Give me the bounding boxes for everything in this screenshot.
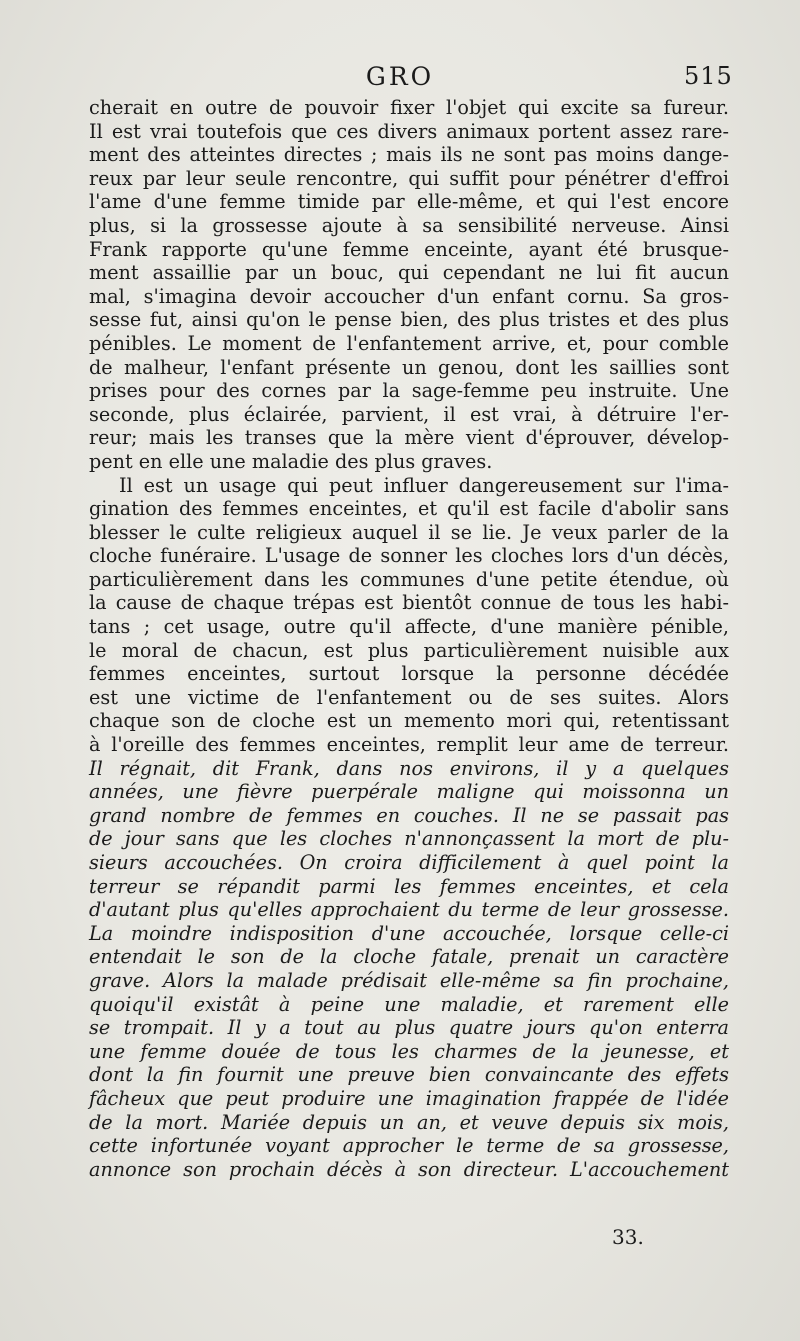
running-head: GRO xyxy=(365,62,435,91)
text-line: ment des atteintes directes ; mais ils ne sont pas moins dange- xyxy=(89,143,729,167)
quote-line: de la mort. Mariée depuis un an, et veuve depuis six mois, xyxy=(89,1110,729,1134)
text-line: seconde, plus éclairée, parvient, il est vrai, à détruire l'er- xyxy=(89,402,729,426)
quote-line: d'autant plus qu'elles approchaient du terme de leur grossesse. xyxy=(89,898,729,922)
signature-mark: 33. xyxy=(612,1225,644,1249)
text-line: mal, s'imagina devoir accoucher d'un enfant cornu. Sa gros- xyxy=(89,284,729,308)
quote-line: grave. Alors la malade prédisait elle-même sa fin prochaine, xyxy=(89,968,729,992)
page-body xyxy=(89,96,729,1181)
quote-line: se trompait. Il y a tout au plus quatre jours qu'on enterra xyxy=(89,1016,729,1040)
text-line: cherait en outre de pouvoir fixer l'objet qui excite sa fureur. xyxy=(89,96,729,119)
text-line: blesser le culte religieux auquel il se lie. Je veux parler de la xyxy=(89,520,729,544)
quote-line: dont la fin fournit une preuve bien convaincante des effets xyxy=(89,1063,729,1087)
text-line: reur; mais les transes que la mère vient d'éprouver, dévelop- xyxy=(89,426,729,450)
text-line: Il est vrai toutefois que ces divers animaux portent assez rare- xyxy=(89,119,729,143)
quote-line: annonce son prochain décès à son directeur. L'accouchement xyxy=(89,1157,729,1181)
quote-line: sieurs accouchées. On croira difficilement à quel point la xyxy=(89,851,729,874)
text-line: la cause de chaque trépas est bientôt connue de tous les habi- xyxy=(89,591,729,615)
quote-line: Il régnait, dit Frank, dans nos environs, il y a quelques xyxy=(89,756,729,780)
quote-line: de jour sans que les cloches n'annonçassent la mort de plu- xyxy=(89,827,729,851)
text-line: cloche funéraire. L'usage de sonner les cloches lors d'un décès, xyxy=(89,544,729,568)
text-line: chaque son de cloche est un memento mori qui, retentissant xyxy=(89,709,729,733)
text-line: pénibles. Le moment de l'enfantement arrive, et, pour comble xyxy=(89,331,729,355)
text-line: à l'oreille des femmes enceintes, remplit leur ame de terreur. xyxy=(89,733,729,757)
text-line: est une victime de l'enfantement ou de ses suites. Alors xyxy=(89,685,729,709)
quote-line: années, une fièvre puerpérale maligne qui moissonna un xyxy=(89,780,729,804)
text-line: Il est un usage qui peut influer dangereusement sur l'ima- xyxy=(119,473,729,497)
text-line: reux par leur seule rencontre, qui suffit pour pénétrer d'effroi xyxy=(89,166,729,190)
quote-line: entendait le son de la cloche fatale, prenait un caractère xyxy=(89,945,729,969)
quote-line: fâcheux que peut produire une imagination frappée de l'idée xyxy=(89,1086,729,1110)
text-line: ment assaillie par un bouc, qui cependant ne lui fit aucun xyxy=(89,261,729,285)
quote-line: cette infortunée voyant approcher le terme de sa grossesse, xyxy=(89,1134,729,1158)
quote-line: une femme douée de tous les charmes de la jeunesse, et xyxy=(89,1039,729,1063)
quote-line: quoiqu'il existât à peine une maladie, et rarement elle xyxy=(89,992,729,1016)
text-line: tans ; cet usage, outre qu'il affecte, d'une manière pénible, xyxy=(89,615,729,639)
text-line: gination des femmes enceintes, et qu'il est facile d'abolir sans xyxy=(89,497,729,521)
text-line: Frank rapporte qu'une femme enceinte, ayant été brusque- xyxy=(89,237,729,261)
text-line: l'ame d'une femme timide par elle-même, et qui l'est encore xyxy=(89,190,729,214)
text-line: de malheur, l'enfant présente un genou, dont les saillies sont xyxy=(89,355,729,379)
quote-line: La moindre indisposition d'une accouchée, lorsque celle-ci xyxy=(89,921,729,945)
text-line: le moral de chacun, est plus particulièrement nuisible aux xyxy=(89,638,729,662)
text-line: plus, si la grossesse ajoute à sa sensibilité nerveuse. Ainsi xyxy=(89,213,729,237)
text-line: femmes enceintes, surtout lorsque la personne décédée xyxy=(89,662,729,686)
text-line: particulièrement dans les communes d'une petite étendue, où xyxy=(89,567,729,591)
page-number: 515 xyxy=(684,62,733,90)
text-line: sesse fut, ainsi qu'on le pense bien, des plus tristes et des plus xyxy=(89,308,729,332)
quote-line: terreur se répandit parmi les femmes enceintes, et cela xyxy=(89,874,729,898)
text-line: prises pour des cornes par la sage-femme peu instruite. Une xyxy=(89,379,729,403)
text-line: pent en elle une maladie des plus graves. xyxy=(89,449,493,473)
quote-line: grand nombre de femmes en couches. Il ne se passait pas xyxy=(89,803,729,827)
